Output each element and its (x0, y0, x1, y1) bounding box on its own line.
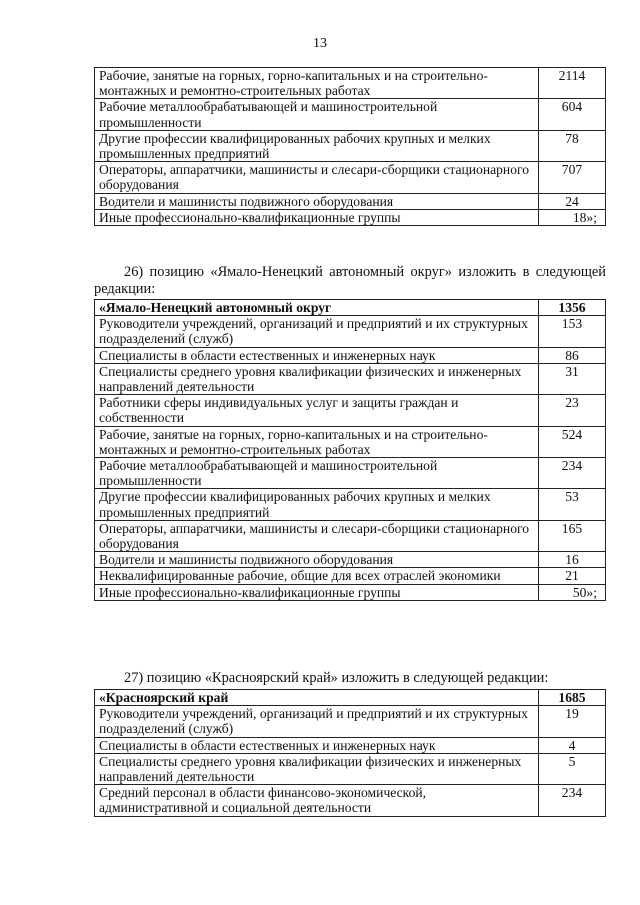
table-row (95, 737, 606, 753)
row-value: 1685 (539, 690, 606, 706)
row-value: 19 (539, 706, 606, 737)
row-label: Специалисты в области естественных и инженерных наук (95, 737, 539, 753)
row-value: 1356 (539, 300, 606, 316)
row-value: 604 (539, 99, 606, 130)
row-label: Средний персонал в области финансово-экономической, административной и социальной деятельности (95, 785, 539, 816)
page-number: 13 (313, 36, 327, 51)
row-value: 5 (539, 753, 606, 784)
row-value: 2114 (539, 68, 606, 99)
row-value: 21 (539, 568, 606, 584)
row-value: 23 (539, 395, 606, 426)
table-row (95, 520, 606, 551)
row-value: 18»; (539, 209, 606, 225)
table-row (95, 785, 606, 816)
table-row (95, 363, 606, 394)
row-label: Работники сферы индивидуальных услуг и защиты граждан и собственности (95, 395, 539, 426)
row-label: Рабочие металлообрабатывающей и машиностроительной промышленности (95, 458, 539, 489)
row-value: 31 (539, 363, 606, 394)
row-value: 234 (539, 458, 606, 489)
paragraph-27: 27) позицию «Красноярский край» изложить в следующей редакции: (124, 670, 549, 686)
row-label: Специалисты среднего уровня квалификации физических и инженерных направлений деятельности (95, 363, 539, 394)
paragraph-26: 26) позицию «Ямало-Ненецкий автономный округ» изложить в следующей редакции: (94, 264, 606, 297)
row-value: 78 (539, 130, 606, 161)
table-row (95, 426, 606, 457)
row-value: 707 (539, 162, 606, 193)
table-row (95, 162, 606, 193)
table-row (95, 99, 606, 130)
row-value: 4 (539, 737, 606, 753)
row-label: Рабочие, занятые на горных, горно-капитальных и на строительно-монтажных и ремонтно-строительных работах (95, 426, 539, 457)
table-row (95, 347, 606, 363)
row-label: «Ямало-Ненецкий автономный округ (95, 300, 539, 316)
row-value: 86 (539, 347, 606, 363)
row-label: Рабочие, занятые на горных, горно-капитальных и на строительно-монтажных и ремонтно-строительных работах (95, 68, 539, 99)
table-row (95, 568, 606, 584)
table-continuation (94, 67, 606, 226)
row-label: Рабочие металлообрабатывающей и машиностроительной промышленности (95, 99, 539, 130)
row-label: Другие профессии квалифицированных рабочих крупных и мелких промышленных предприятий (95, 489, 539, 520)
row-value: 165 (539, 520, 606, 551)
row-value: 53 (539, 489, 606, 520)
row-label: Руководители учреждений, организаций и предприятий и их структурных подразделений (служб) (95, 316, 539, 347)
row-label: Специалисты в области естественных и инженерных наук (95, 347, 539, 363)
table-row (95, 458, 606, 489)
row-label: Водители и машинисты подвижного оборудования (95, 552, 539, 568)
row-value: 50»; (539, 584, 606, 600)
table-krasnoyarsk (94, 689, 606, 817)
table-row (95, 68, 606, 99)
row-value: 16 (539, 552, 606, 568)
row-value: 153 (539, 316, 606, 347)
row-label: Руководители учреждений, организаций и предприятий и их структурных подразделений (служб) (95, 706, 539, 737)
row-value: 524 (539, 426, 606, 457)
table-header-row (95, 300, 606, 316)
table-row (95, 552, 606, 568)
table-row (95, 130, 606, 161)
table-row (95, 395, 606, 426)
table-row (95, 706, 606, 737)
table-yamalo-nenets (94, 299, 606, 601)
table-row (95, 193, 606, 209)
table-row (95, 584, 606, 600)
row-label: Операторы, аппаратчики, машинисты и слесари-сборщики стационарного оборудования (95, 162, 539, 193)
row-label: Другие профессии квалифицированных рабочих крупных и мелких промышленных предприятий (95, 130, 539, 161)
table-row (95, 316, 606, 347)
row-label: Водители и машинисты подвижного оборудования (95, 193, 539, 209)
row-label: Иные профессионально-квалификационные группы (95, 209, 539, 225)
table-row (95, 753, 606, 784)
row-value: 234 (539, 785, 606, 816)
row-label: Иные профессионально-квалификационные группы (95, 584, 539, 600)
table-row (95, 489, 606, 520)
table-header-row (95, 690, 606, 706)
row-label: Специалисты среднего уровня квалификации физических и инженерных направлений деятельности (95, 753, 539, 784)
table-row (95, 209, 606, 225)
row-label: «Красноярский край (95, 690, 539, 706)
row-label: Операторы, аппаратчики, машинисты и слесари-сборщики стационарного оборудования (95, 520, 539, 551)
row-label: Неквалифицированные рабочие, общие для всех отраслей экономики (95, 568, 539, 584)
row-value: 24 (539, 193, 606, 209)
